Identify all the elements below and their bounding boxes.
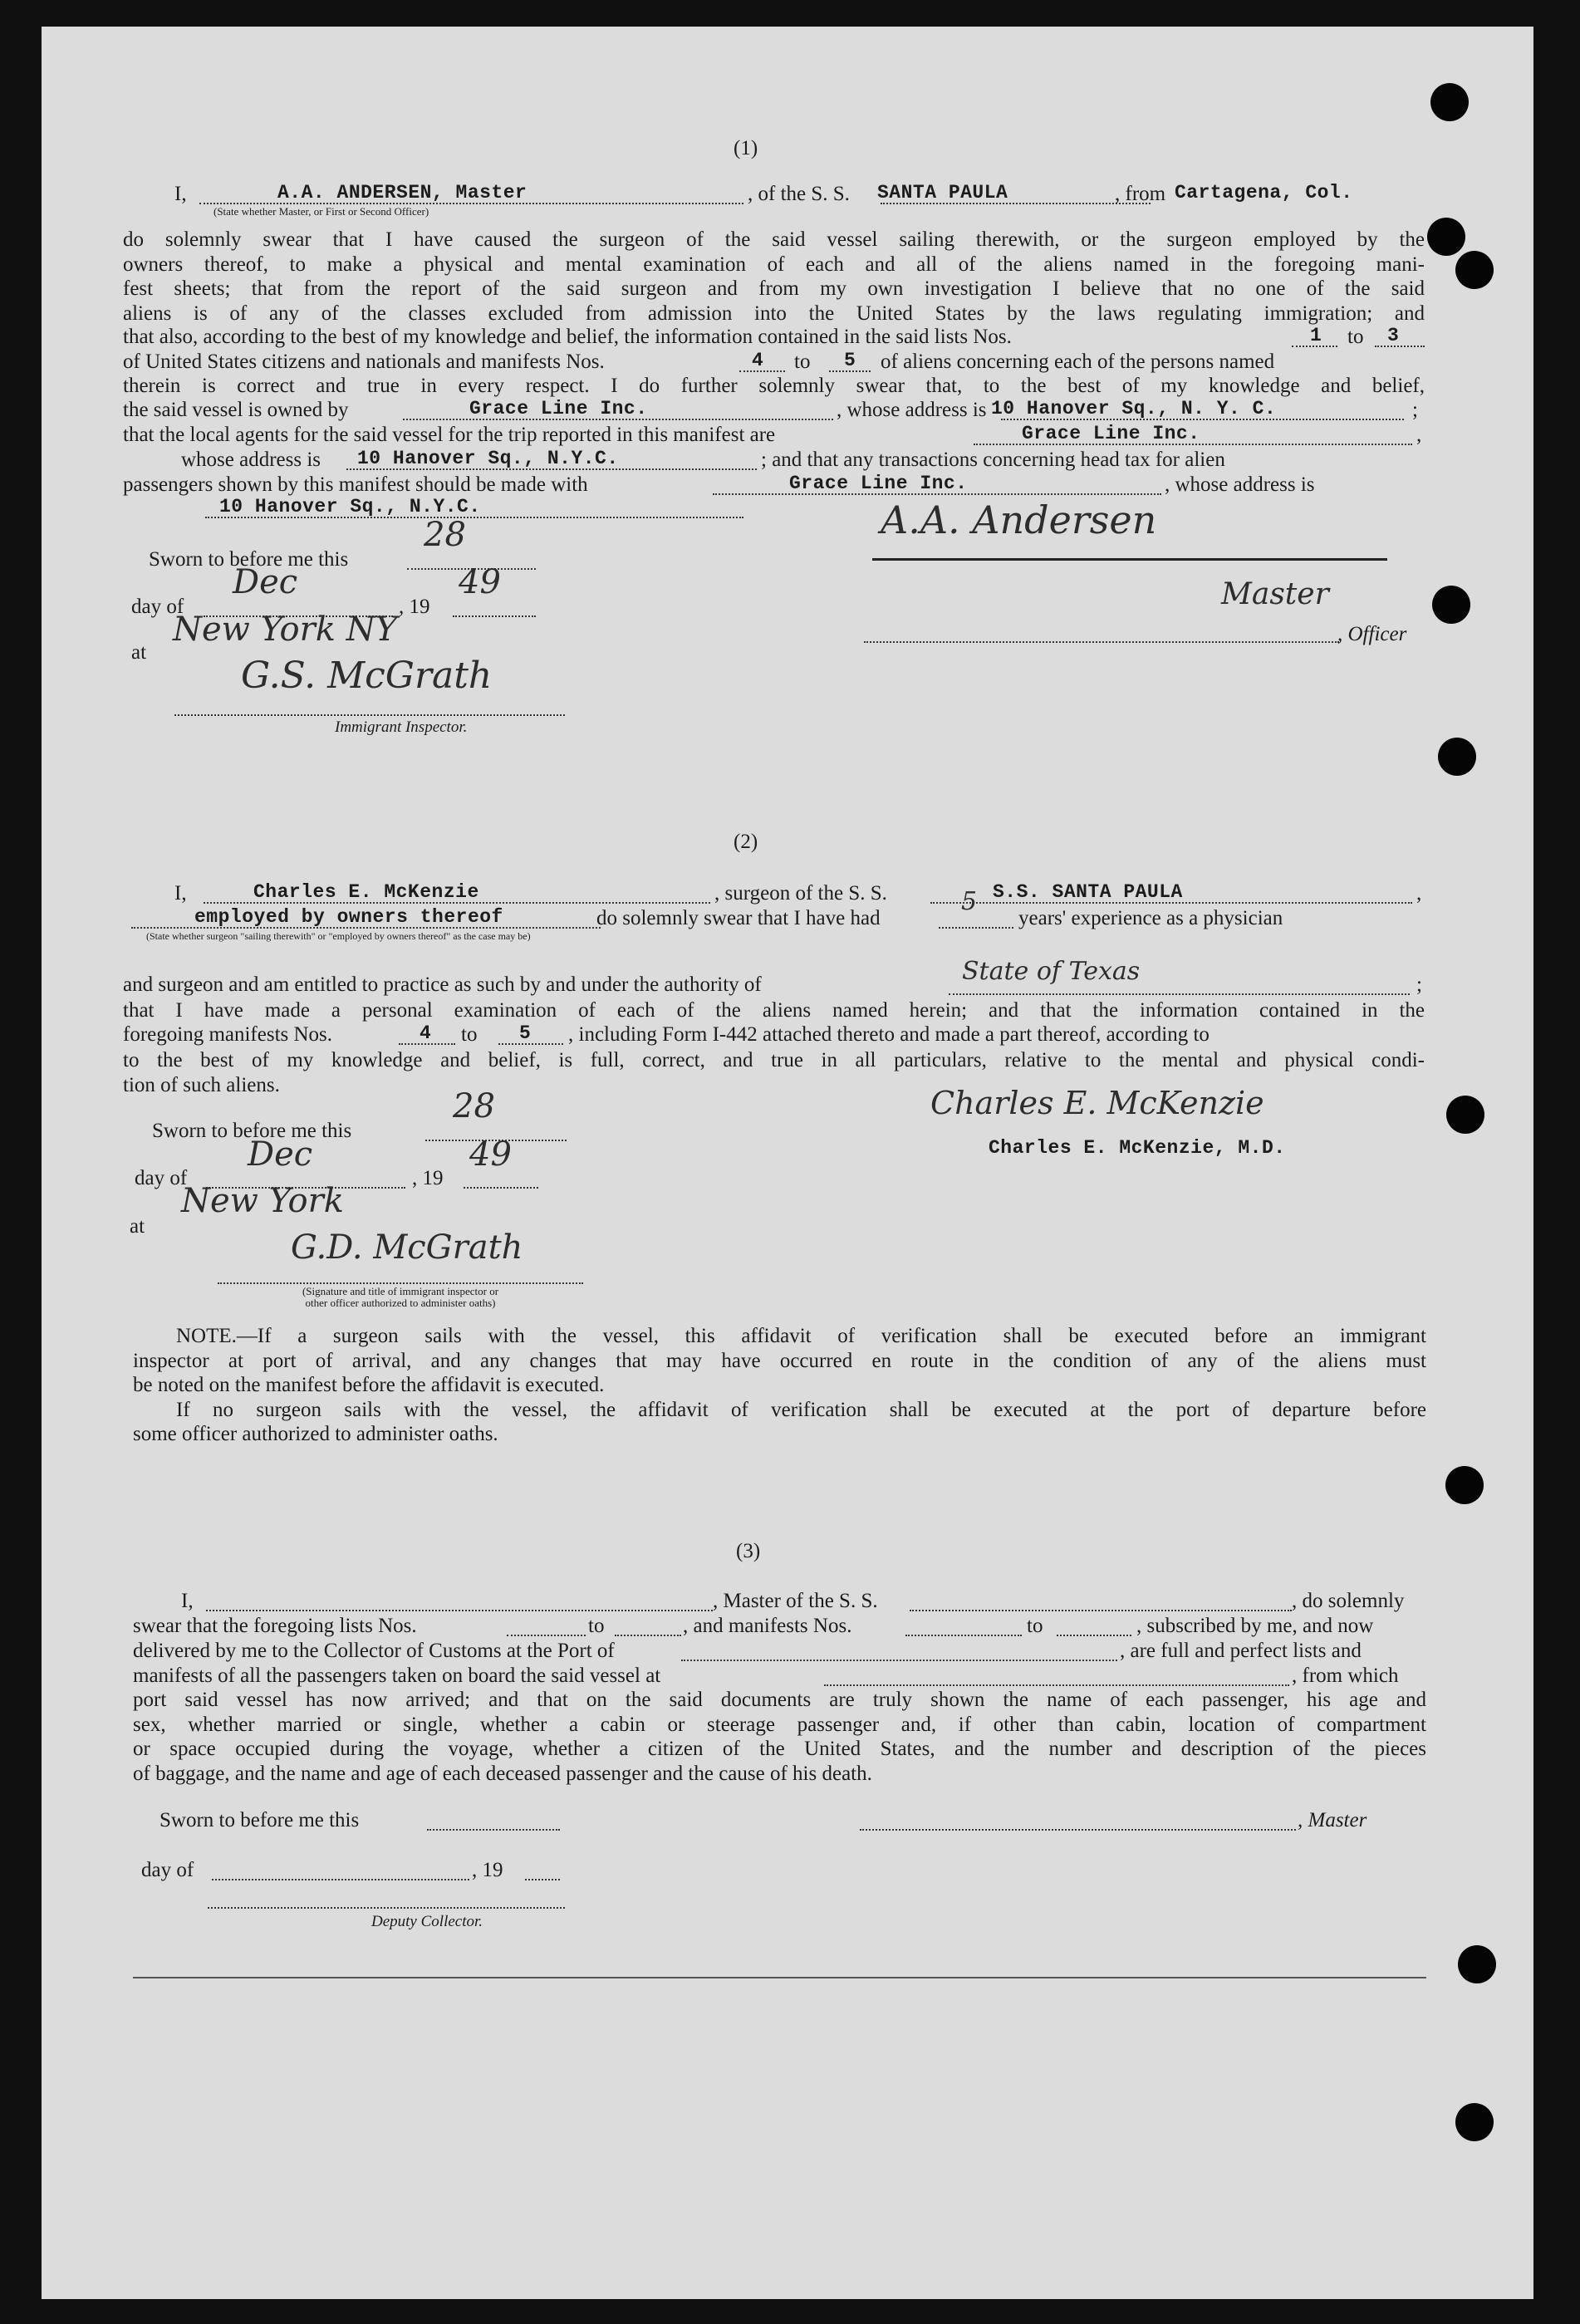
to-label: to: [1347, 326, 1364, 348]
manifest-from: 4: [752, 350, 764, 371]
sig-note: other officer authorized to administer oaths): [305, 1297, 496, 1309]
vessel-name: SANTA PAULA: [877, 182, 1008, 203]
sig-note: (Signature and title of immigrant inspector or: [302, 1285, 499, 1297]
collector-line: [208, 1907, 565, 1909]
year-prefix: , 19: [472, 1859, 503, 1881]
swear-text: do solemnly swear that I have had: [596, 907, 881, 929]
state-note: (State whether Master, or First or Second Officer): [213, 205, 429, 218]
manifest-to: 5: [519, 1022, 532, 1044]
lists-to-line: [1375, 346, 1425, 347]
vessel-at-label: manifests of all the passengers taken on board the said vessel at: [133, 1665, 661, 1687]
punctuation: ,: [1416, 424, 1422, 446]
paragraph-line: sex, whether married or single, whether a cabin or steerage passenger and, if other than cabin, location of compartment: [133, 1713, 1426, 1736]
paragraph-line: do solemnly swear that I have caused the surgeon of the said vessel sailing therewith, or the surgeon employed by the: [123, 228, 1425, 251]
paragraph-line: therein is correct and true in every respect. I do further solemnly swear that, to the best of my knowledge and belief,: [123, 375, 1425, 397]
oath-paragraph: [123, 998, 1425, 1023]
owner-address-label: , whose address is: [837, 399, 987, 421]
bottom-rule: [133, 1977, 1426, 1978]
oath-paragraph: [123, 374, 1425, 399]
year-line: [525, 1879, 560, 1880]
paragraph-line: or space occupied during the voyage, whether a citizen of the United States, and the number and description of the pieces: [133, 1738, 1426, 1760]
day-of-label: day of: [141, 1859, 194, 1881]
year-prefix: , 19: [399, 596, 430, 618]
affidavit-page: [42, 27, 1533, 2299]
port-label: delivered by me to the Collector of Customs at the Port of: [133, 1640, 615, 1662]
head-tax-sentence: ; and that any transactions concerning head tax for alien: [761, 449, 1225, 471]
manifests-label: , and manifests Nos.: [683, 1615, 852, 1637]
manifest-to: 5: [844, 350, 856, 371]
punch-hole: [1455, 251, 1494, 289]
note-line: [133, 1324, 1426, 1349]
manifests-label: foregoing manifests Nos.: [123, 1023, 333, 1046]
day-of-label: day of: [135, 1167, 188, 1189]
punctuation: ,: [1416, 882, 1422, 905]
agent-address: 10 Hanover Sq., N.Y.C.: [357, 448, 619, 469]
manifest-from: 4: [420, 1022, 432, 1044]
full-lists-text: , are full and perfect lists and: [1120, 1640, 1362, 1662]
surgeon-of-label: , surgeon of the S. S.: [714, 882, 887, 905]
lists-sentence: that also, according to the best of my knowledge and belief, the information contained in the said lists Nos.: [123, 326, 1012, 348]
sworn-day: 28: [424, 516, 466, 554]
head-tax-party: Grace Line Inc.: [789, 473, 968, 494]
paragraph-line: tion of such aliens.: [123, 1073, 280, 1096]
punch-hole: [1430, 83, 1469, 121]
paragraph-line: owners thereof, to make a physical and mental examination of each and all of the aliens named in the foregoing mani-: [123, 253, 1425, 276]
sworn-day-line: [427, 1829, 560, 1831]
day-of-label: day of: [131, 596, 184, 618]
of-the-ss-label: , of the S. S.: [748, 183, 850, 205]
sworn-label: Sworn to before me this: [149, 548, 349, 571]
at-label: at: [130, 1215, 145, 1238]
manifests-sentence: of United States citizens and nationals and manifests Nos.: [123, 351, 605, 373]
oath-paragraph: [123, 228, 1425, 326]
note-line: some officer authorized to administer oaths.: [133, 1423, 498, 1445]
inspector-signature: G.S. McGrath: [241, 655, 493, 697]
years-line: [939, 927, 1013, 929]
surgeon-typed-name: Charles E. McKenzie, M.D.: [989, 1137, 1286, 1159]
surgeon-name: Charles E. McKenzie: [253, 881, 479, 903]
master-name-line: [206, 1610, 713, 1611]
section-number: (1): [734, 137, 758, 159]
section-number: (3): [736, 1540, 761, 1562]
inspector-line: [218, 1282, 583, 1284]
paragraph-line: to the best of my knowledge and belief, is full, correct, and true in all particulars, relative to the mental and physical condi-: [123, 1049, 1425, 1071]
punctuation: ;: [1412, 399, 1418, 421]
sworn-day: 28: [453, 1087, 495, 1125]
master-signature-stroke: [872, 558, 1387, 561]
note-head: NOTE.: [176, 1325, 237, 1347]
master-of-label: , Master of the S. S.: [713, 1590, 878, 1612]
place-signature: New York NY: [173, 610, 398, 649]
master-name: A.A. ANDERSEN, Master: [277, 182, 527, 203]
place-signature: New York: [181, 1182, 344, 1220]
manifest-to-line: [1057, 1635, 1131, 1636]
master-label: , Master: [1298, 1809, 1367, 1831]
note-line: inspector at port of arrival, and any changes that may have occurred en route in the condition of any of the aliens must: [133, 1349, 1426, 1372]
inspector-signature: G.D. McGrath: [291, 1228, 523, 1267]
sworn-label: Sworn to before me this: [152, 1120, 352, 1142]
affiant-prefix: I,: [181, 1590, 194, 1612]
head-tax-address-label: , whose address is: [1165, 473, 1315, 496]
lists-label: swear that the foregoing lists Nos.: [133, 1615, 417, 1637]
to-label: to: [794, 351, 811, 373]
sworn-month: Dec: [248, 1135, 313, 1174]
month-line: [212, 1879, 469, 1880]
paragraph-line: aliens is of any of the classes excluded from admission into the United States by the laws regulating immigration; and: [123, 302, 1425, 325]
at-label: at: [131, 641, 147, 664]
years-text: years' experience as a physician: [1018, 907, 1283, 929]
sworn-label: Sworn to before me this: [159, 1809, 360, 1831]
from-which-text: , from which: [1292, 1665, 1399, 1687]
inspector-label: Immigrant Inspector.: [335, 718, 468, 736]
punch-hole: [1446, 1096, 1484, 1134]
from-label: , from: [1115, 183, 1166, 205]
master-line: [860, 1829, 1296, 1831]
year-prefix: , 19: [412, 1167, 444, 1189]
surgeon-signature: Charles E. McKenzie: [930, 1085, 1264, 1121]
officer-label: , Officer: [1337, 623, 1407, 645]
years: 5: [961, 887, 978, 916]
lists-to-line: [615, 1635, 681, 1636]
manifests-sentence-end: of aliens concerning each of the persons named: [881, 351, 1275, 373]
paragraph-line: fest sheets; that from the report of the said surgeon and from my own investigation I believe that no one of the said: [123, 277, 1425, 300]
sworn-month: Dec: [233, 563, 298, 601]
vessel-name: S.S. SANTA PAULA: [993, 881, 1183, 903]
punch-hole: [1438, 738, 1476, 776]
employment: employed by owners thereof: [194, 906, 503, 928]
affiant-prefix: I,: [174, 882, 187, 905]
vessel-line: [910, 1610, 1292, 1611]
master-signature: A.A. Andersen: [881, 498, 1157, 542]
punch-hole: [1427, 218, 1465, 256]
agent-address-label: whose address is: [181, 449, 321, 471]
lists-to: 3: [1387, 325, 1400, 346]
master-title: Master: [1221, 577, 1329, 611]
owner-address: 10 Hanover Sq., N. Y. C.: [991, 398, 1277, 419]
vessel-at-line: [824, 1684, 1289, 1686]
agents-label: that the local agents for the said vessel for the trip reported in this manifest are: [123, 424, 776, 446]
year-line: [464, 1187, 538, 1189]
note-paragraph: [133, 1324, 1426, 1447]
affiant-prefix: I,: [174, 183, 187, 205]
year-suffix: 49: [459, 563, 501, 601]
punch-hole: [1455, 2103, 1494, 2141]
oath-paragraph: [133, 1688, 1426, 1786]
paragraph-line: that I have made a personal examination of each of the aliens named herein; and that the information contained in the: [123, 999, 1425, 1022]
punch-hole: [1458, 1945, 1496, 1983]
paragraph-line: port said vessel has now arrived; and that on the said documents are truly shown the name of each passenger, his age and: [133, 1689, 1426, 1711]
manifests-sentence-end: , including Form I-442 attached thereto and made a part thereof, according to: [568, 1023, 1210, 1046]
note-text: —If a surgeon sails with the vessel, this affidavit of verification shall be executed before an immigrant: [236, 1325, 1426, 1347]
authority-label: and surgeon and am entitled to practice as such by and under the authority of: [123, 973, 762, 996]
to-label: to: [1027, 1615, 1043, 1637]
subscribed-text: , subscribed by me, and now: [1136, 1615, 1374, 1637]
to-label: to: [588, 1615, 605, 1637]
head-tax-label: passengers shown by this manifest should be made with: [123, 473, 588, 496]
year-suffix: 49: [469, 1135, 512, 1174]
head-tax-address: 10 Hanover Sq., N.Y.C.: [219, 496, 481, 517]
officer-line: [864, 641, 1339, 643]
year-line: [453, 615, 536, 617]
paragraph-line: of baggage, and the name and age of each deceased passenger and the cause of his death.: [133, 1762, 872, 1785]
collector-label: Deputy Collector.: [371, 1913, 483, 1930]
owner-label: the said vessel is owned by: [123, 399, 349, 421]
lists-from-line: [507, 1635, 586, 1636]
punctuation: ;: [1416, 973, 1422, 996]
port-line: [681, 1660, 1117, 1661]
punch-hole: [1432, 586, 1470, 624]
agents-name: Grace Line Inc.: [1022, 423, 1200, 444]
solemnly-label: , do solemnly: [1292, 1590, 1405, 1612]
authority-line: [949, 993, 1410, 995]
note-line: be noted on the manifest before the affidavit is executed.: [133, 1374, 605, 1396]
punch-hole: [1445, 1466, 1484, 1504]
section-number: (2): [734, 831, 758, 853]
lists-from: 1: [1310, 325, 1322, 346]
to-label: to: [461, 1023, 478, 1046]
owner-name: Grace Line Inc.: [469, 398, 648, 419]
state-note: (State whether surgeon "sailing therewith" or "employed by owners thereof" as the case may be): [146, 930, 531, 942]
authority: State of Texas: [962, 957, 1141, 986]
port-from: Cartagena, Col.: [1175, 182, 1353, 203]
manifest-from-line: [905, 1635, 1022, 1636]
note-line: If no surgeon sails with the vessel, the affidavit of verification shall be executed at the port of departure before: [176, 1398, 1426, 1421]
